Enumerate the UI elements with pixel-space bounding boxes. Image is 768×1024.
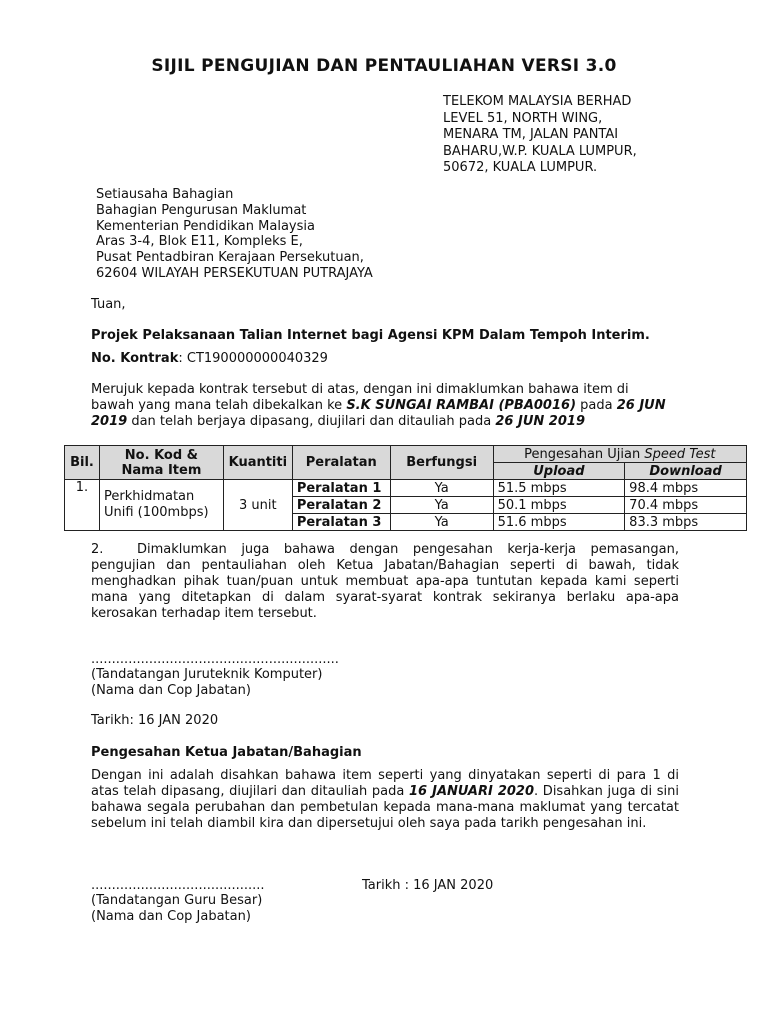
cell-upload: 51.5 mbps	[493, 480, 625, 497]
header-speed-test	[493, 446, 746, 463]
speed-test-prefix: Pengesahan Ujian	[524, 446, 645, 462]
cell-peralatan: Peralatan 2	[292, 497, 390, 514]
table-header-row	[65, 446, 747, 463]
cell-upload: 50.1 mbps	[493, 497, 625, 514]
cell-quantity: 3 unit	[223, 480, 292, 531]
recipient-address-line: 62604 WILAYAH PERSEKUTUAN PUTRAJAYA	[96, 265, 373, 281]
table-row	[65, 480, 747, 497]
technician-signature-label: (Tandatangan Juruteknik Komputer)	[91, 667, 323, 682]
technician-date: Tarikh: 16 JAN 2020	[91, 713, 219, 728]
recipient-address-line: Aras 3-4, Blok E11, Kompleks E,	[96, 234, 303, 250]
cell-bil: 1.	[65, 480, 100, 531]
supply-date: 26 JUN 2019	[91, 398, 666, 429]
paragraph-number: 2.	[91, 542, 104, 557]
header-berfungsi: Berfungsi	[390, 446, 493, 480]
school-name: S.K SUNGAI RAMBAI (PBA0016)	[346, 398, 577, 413]
paragraph-2-text: Dimaklumkan juga bahawa dengan pengesahan kerja-kerja pemasangan, pengujian dan pentauliahan oleh Ketua Jabatan/Bahagian seperti di bawah, tidak menghadkan pihak tuan/puan untuk membuat apa-apa tuntutan kepada kami seperti mana yang ditetapkan di dalam syarat-syarat kontrak sekiranya berlaku apa-apa kerosakan terhadap item tersebut.	[91, 542, 679, 621]
sender-address-line: LEVEL 51, NORTH WING,	[443, 110, 603, 126]
recipient-address-line: Setiausaha Bahagian	[96, 187, 234, 202]
document-title: SIJIL PENGUJIAN DAN PENTAULIAHAN VERSI 3.0	[151, 56, 617, 76]
cell-berfungsi: Ya	[390, 497, 493, 514]
commission-date: 26 JUN 2019	[495, 414, 585, 429]
confirmation-text: Dengan ini adalah disahkan bahawa item seperti yang dinyatakan seperti di para 1 di atas telah dipasang, diujilari dan ditauliah pada	[91, 768, 679, 799]
confirmation-paragraph	[91, 768, 679, 832]
header-download: Download	[625, 463, 747, 480]
cell-berfungsi: Ya	[390, 480, 493, 497]
cell-download: 83.3 mbps	[625, 514, 747, 531]
paragraph-2	[91, 542, 679, 622]
recipient-address-line: Pusat Pentadbiran Kerajaan Persekutuan,	[96, 250, 364, 266]
equipment-table	[64, 445, 747, 531]
speed-test-label: Speed Test	[644, 446, 716, 462]
headmaster-stamp-label: (Nama dan Cop Jabatan)	[91, 909, 251, 924]
cell-download: 98.4 mbps	[625, 480, 747, 497]
signature-line-technician: ............................................................	[91, 652, 339, 667]
sender-address-line: 50672, KUALA LUMPUR.	[443, 160, 598, 175]
signature-line-headmaster: ..........................................	[91, 878, 265, 893]
header-peralatan: Peralatan	[292, 446, 390, 480]
recipient-address-line: Kementerian Pendidikan Malaysia	[96, 218, 315, 234]
contract-value: : CT190000000040329	[178, 351, 328, 366]
headmaster-signature-label: (Tandatangan Guru Besar)	[91, 893, 263, 908]
header-upload: Upload	[493, 463, 625, 480]
headmaster-date: Tarikh : 16 JAN 2020	[362, 878, 494, 893]
header-kuantiti: Kuantiti	[223, 446, 292, 480]
confirmation-date: 16 JANUARI 2020	[409, 784, 535, 799]
salutation: Tuan,	[91, 297, 126, 312]
cell-peralatan: Peralatan 3	[292, 514, 390, 531]
recipient-address	[96, 187, 373, 282]
recipient-address-line: Bahagian Pengurusan Maklumat	[96, 202, 307, 218]
intro-paragraph	[91, 382, 671, 430]
header-kod: No. Kod & Nama Item	[99, 446, 223, 480]
intro-text: dan telah berjaya dipasang, diujilari dan ditauliah pada	[127, 414, 496, 429]
contract-number	[91, 351, 679, 367]
intro-text: Merujuk kepada kontrak tersebut di atas, dengan ini dimaklumkan bahawa item di bawah yang mana telah dibekalkan ke	[91, 382, 629, 413]
confirmation-heading: Pengesahan Ketua Jabatan/Bahagian	[91, 745, 362, 760]
confirmation-text: . Disahkan juga di sini bahawa segala perubahan dan pembetulan kepada mana-mana maklumat yang tercatat sebelum ini telah diambil kira dan dipersetujui oleh saya pada tarikh pengesahan ini.	[91, 784, 680, 831]
cell-peralatan: Peralatan 1	[292, 480, 390, 497]
technician-stamp-label: (Nama dan Cop Jabatan)	[91, 683, 251, 698]
header-bil: Bil.	[65, 446, 100, 480]
sender-address-line: BAHARU,W.P. KUALA LUMPUR,	[443, 143, 637, 159]
cell-download: 70.4 mbps	[625, 497, 747, 514]
sender-address-line: MENARA TM, JALAN PANTAI	[443, 127, 619, 142]
cell-berfungsi: Ya	[390, 514, 493, 531]
intro-text: pada	[576, 398, 617, 413]
subject-line: Projek Pelaksanaan Talian Internet bagi Agensi KPM Dalam Tempoh Interim.	[91, 328, 650, 343]
cell-upload: 51.6 mbps	[493, 514, 625, 531]
sender-address	[443, 94, 637, 177]
cell-item: Perkhidmatan Unifi (100mbps)	[99, 480, 223, 531]
sender-address-line: TELEKOM MALAYSIA BERHAD	[443, 94, 632, 109]
contract-label: No. Kontrak	[91, 351, 179, 366]
